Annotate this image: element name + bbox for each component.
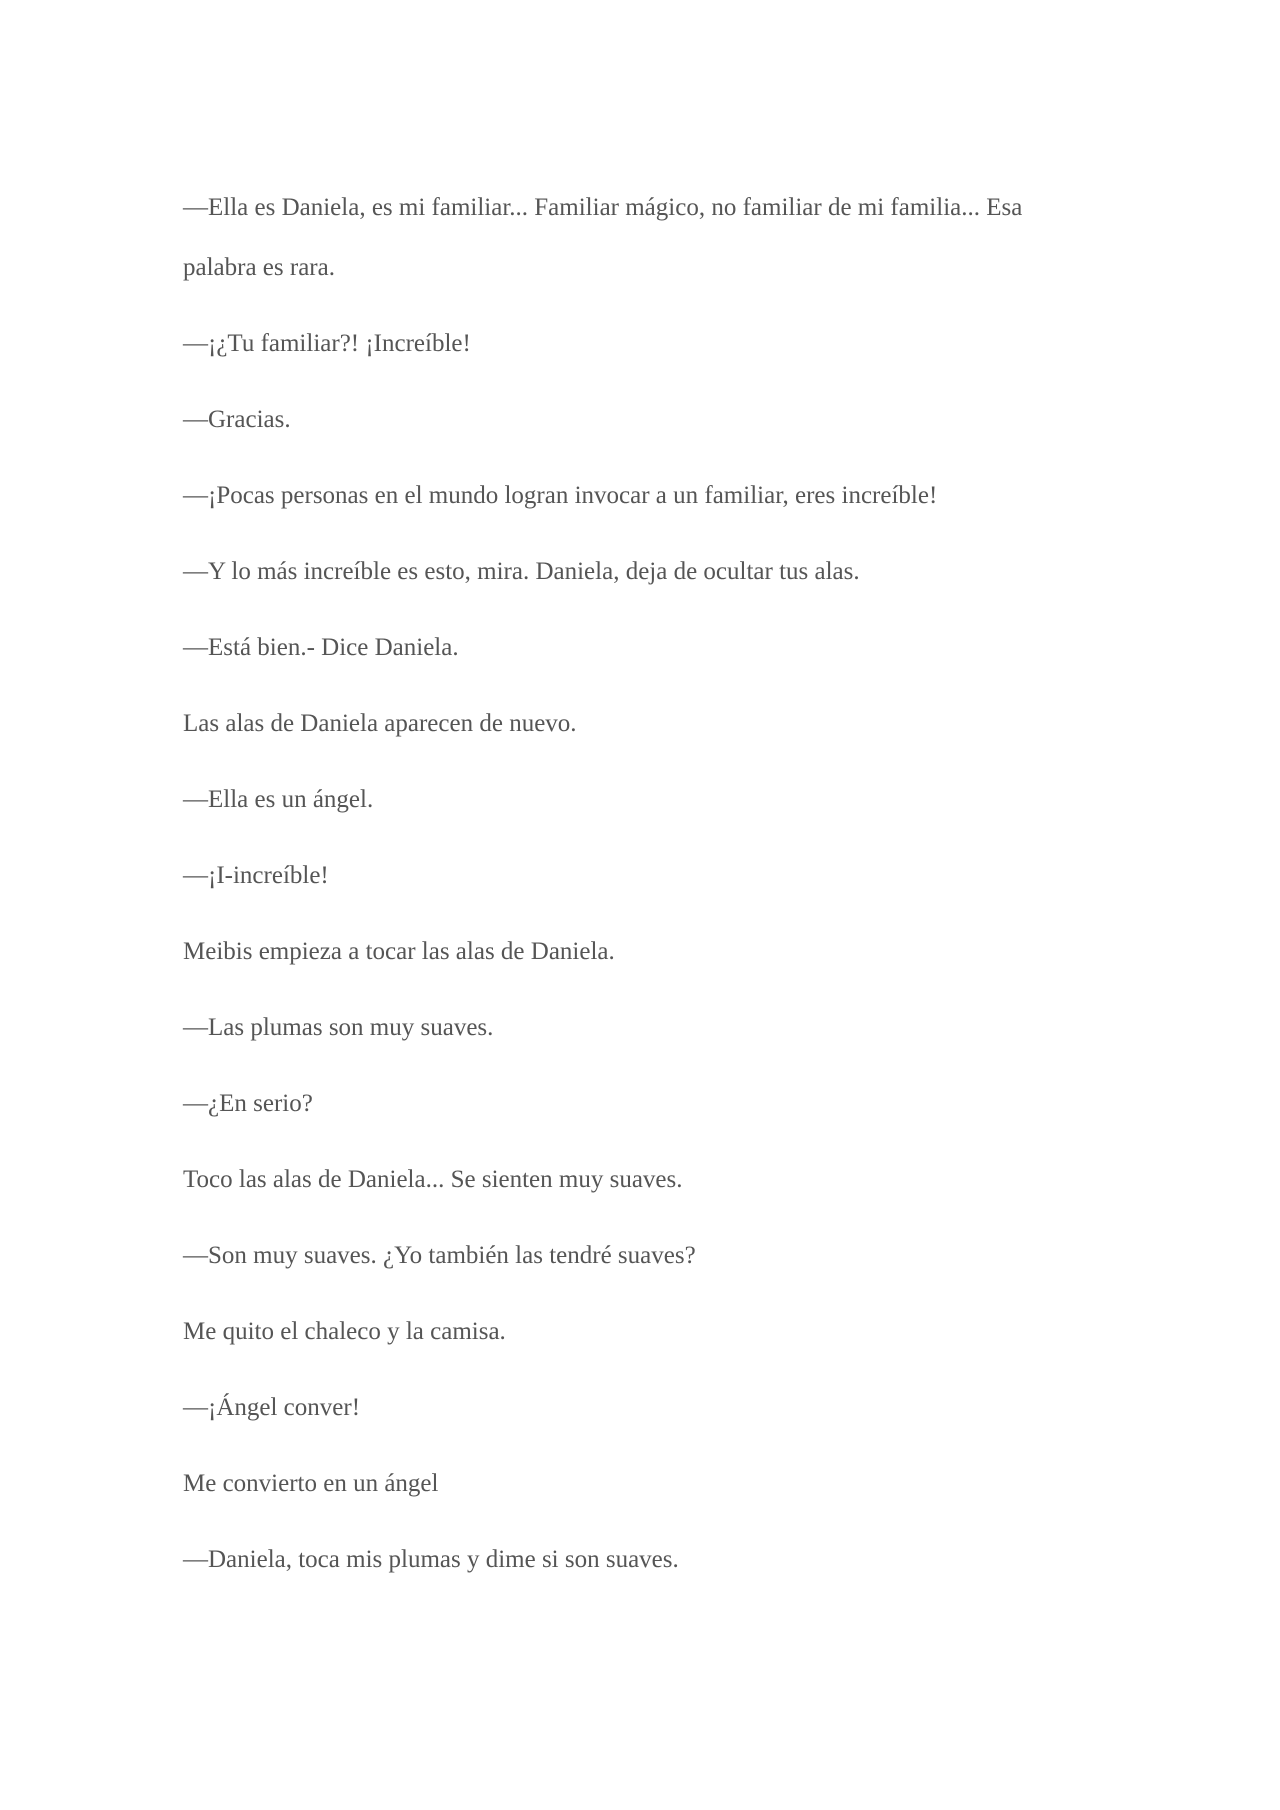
paragraph: —¡I-increíble! — [183, 862, 329, 889]
paragraph: —Son muy suaves. ¿Yo también las tendré suaves? — [183, 1242, 696, 1269]
paragraph: —Está bien.- Dice Daniela. — [183, 634, 459, 661]
paragraph: —¡Pocas personas en el mundo logran invocar a un familiar, eres increíble! — [183, 482, 938, 509]
paragraph: —Gracias. — [183, 406, 291, 433]
paragraph: —¿En serio? — [183, 1090, 313, 1117]
paragraph: —Ella es Daniela, es mi familiar... Familiar mágico, no familiar de mi familia... Esa palabra es rara. — [183, 194, 1023, 281]
paragraph: —Y lo más increíble es esto, mira. Daniela, deja de ocultar tus alas. — [183, 558, 860, 585]
paragraph: Las alas de Daniela aparecen de nuevo. — [183, 710, 577, 737]
paragraph: —Ella es un ángel. — [183, 786, 374, 813]
paragraph: —Daniela, toca mis plumas y dime si son suaves. — [183, 1546, 679, 1573]
paragraph: —Las plumas son muy suaves. — [183, 1014, 494, 1041]
paragraph: —¡Ángel conver! — [183, 1394, 361, 1421]
paragraph: Toco las alas de Daniela... Se sienten muy suaves. — [183, 1166, 683, 1193]
paragraph: —¡¿Tu familiar?! ¡Increíble! — [183, 330, 471, 357]
paragraph: Meibis empieza a tocar las alas de Daniela. — [183, 938, 615, 965]
paragraph: Me quito el chaleco y la camisa. — [183, 1318, 506, 1345]
document-body — [183, 178, 1083, 1606]
paragraph: Me convierto en un ángel — [183, 1470, 439, 1497]
